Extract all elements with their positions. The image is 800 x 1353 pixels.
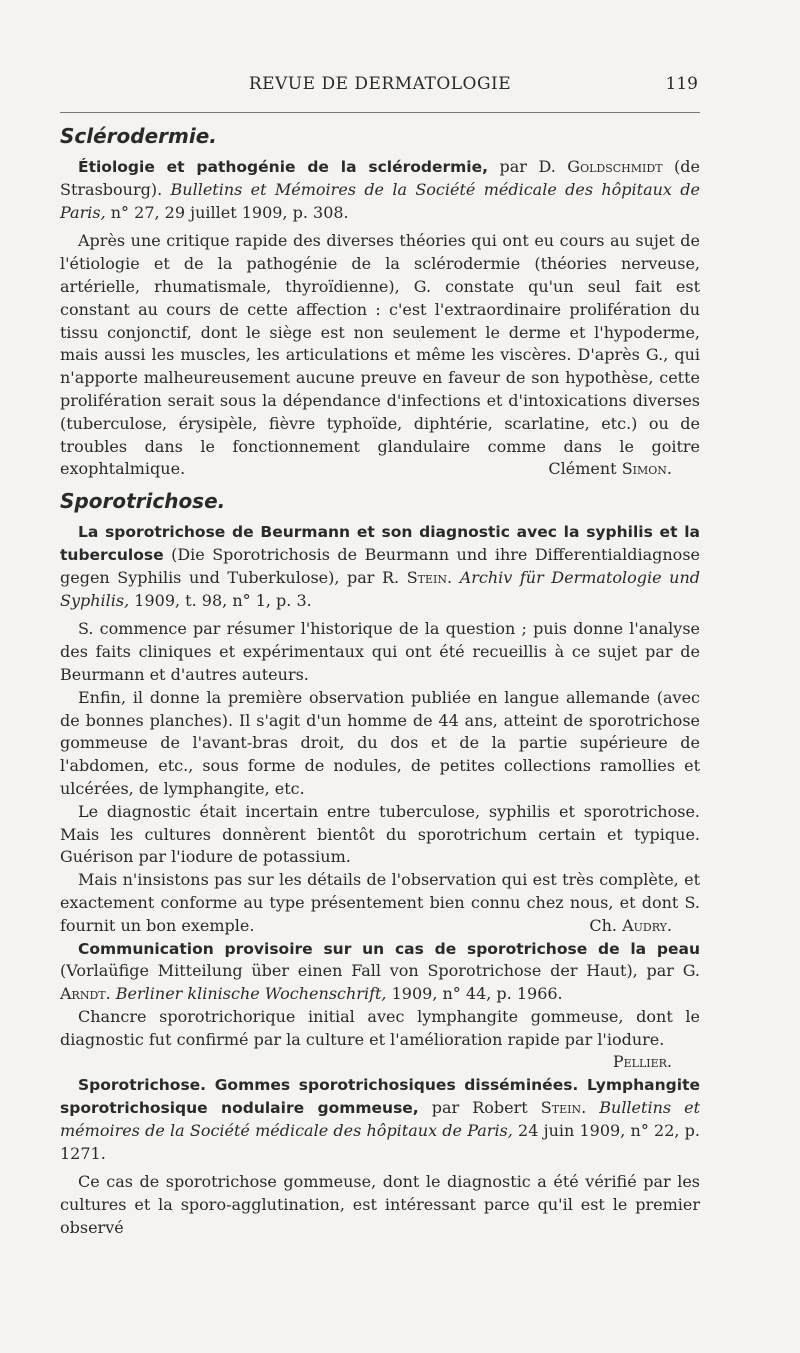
article-citation: Communication provisoire sur un cas de sporotrichose de la peau (Vorlaüfige Mitteilung über einen Fall von Sporotrichose der Haut), par G. Arndt. Berliner klinische Wochenschrift, 1909, n° 44, p. 1966.	[60, 939, 700, 1004]
author-name: Stein	[540, 1098, 582, 1118]
article-title: Communication provisoire sur un cas de sporotrichose de la peau	[78, 939, 700, 958]
article-body: Chancre sporotrichorique initial avec lymphangite gommeuse, dont le diagnostic fut confirmé par la culture et l'amélioration rapide par l'iodure.	[60, 1006, 700, 1049]
article-citation: Étiologie et pathogénie de la sclérodermie, par D. Goldschmidt (de Strasbourg). Bulletins et Mémoires de la Société médicale des hôpitaux de Paris, n° 27, 29 juillet 1909, p. 308.	[60, 157, 700, 222]
section-title-sporotrichose: Sporotrichose.	[60, 489, 226, 514]
journal-title: REVUE DE DERMATOLOGIE	[248, 74, 512, 94]
article-citation: La sporotrichose de Beurmann et son diagnostic avec la syphilis et la tuberculose (Die Sporotrichosis de Beurmann und ihre Differentialdiagnose gegen Syphilis und Tuberkulose), par R. Stein. Archiv für Dermatologie und Syphilis, 1909, t. 98, n° 1, p. 3.	[60, 523, 701, 610]
author-name: Arndt	[60, 984, 106, 1004]
article-paragraph: Mais n'insistons pas sur les détails de l'observation qui est très complète, et exactement conforme au type présentement bien connu chez nous, et dont S. fournit un bon exemple. Ch. Audry.	[60, 869, 700, 937]
signature: Ch. Audry.	[589, 915, 672, 935]
journal-name: Archiv für Dermatologie und Syphilis,	[60, 567, 701, 610]
article-title: La sporotrichose de Beurmann et son diagnostic avec la syphilis et la tuberculose	[60, 523, 700, 564]
article-paragraph: S. commence par résumer l'historique de la question ; puis donne l'analyse des faits cliniques et expérimentaux qui ont été recueillis à ce sujet par de Beurmann et d'autres auteurs.	[60, 619, 700, 684]
signature: Pellier.	[612, 1052, 672, 1072]
article-paragraph: Le diagnostic était incertain entre tuberculose, syphilis et sporotrichose. Mais les cultures donnèrent bientôt du sporotrichum certain et typique. Guérison par l'iodure de potassium.	[60, 801, 700, 867]
running-head	[60, 74, 700, 98]
article-title: Sporotrichose. Gommes sporotrichosiques disséminées. Lymphangite sporotrichosique nodulaire gommeuse,	[60, 1076, 700, 1118]
header-rule	[60, 112, 700, 113]
article-body: Après une critique rapide des diverses théories qui ont eu cours au sujet de l'étiologie et de la pathogénie de la sclérodermie (théories nerveuse, artérielle, rhumatismale, thyroïdienne), G. constate qu'un seul fait est constant au cours de cette affection : c'est l'extraordinaire prolifération du tissu conjonctif, dont le siège est non seulement le derme et l'hypoderme, mais aussi les muscles, les articulations et même les viscères. D'après G., qui n'apporte malheureusement aucune preuve en faveur de son hypothèse, cette prolifération serait sous la dépendance d'infections et d'intoxications diverses (tuberculose, érysipèle, fièvre typhoïde, diphtérie, scarlatine, etc.) ou de troubles dans le fonctionnement glandulaire comme dans le goitre exophtalmique. Clément Simon.	[60, 230, 700, 481]
author-name: Goldschmidt	[567, 157, 663, 176]
page-content	[60, 122, 700, 1240]
journal-name: Bulletins et Mémoires de la Société médicale des hôpitaux de Paris,	[60, 179, 700, 222]
author-name: Stein	[406, 567, 448, 587]
page-number: 119	[665, 74, 698, 94]
journal-name: Bulletins et mémoires de la Société médicale des hôpitaux de Paris,	[60, 1098, 701, 1140]
article-paragraph: Enfin, il donne la première observation publiée en langue allemande (avec de bonnes planches). Il s'agit d'un homme de 44 ans, atteint de sporotrichose gommeuse de l'avant-bras droit, du dos et de la partie supérieure de l'abdomen, etc., sous forme de nodules, de petites collections ramollies et ulcérées, de lymphangite, etc.	[60, 687, 700, 798]
article-citation: Sporotrichose. Gommes sporotrichosiques disséminées. Lymphangite sporotrichosique nodulaire gommeuse, par Robert Stein. Bulletins et mémoires de la Société médicale des hôpitaux de Paris, 24 juin 1909, n° 22, p. 1271.	[60, 1076, 701, 1163]
signature: Clément Simon.	[548, 459, 672, 479]
article-title: Étiologie et pathogénie de la sclérodermie,	[78, 158, 488, 176]
section-title-sclerodermie: Sclérodermie.	[60, 124, 217, 148]
article-body: Ce cas de sporotrichose gommeuse, dont le diagnostic a été vérifié par les cultures et la sporo-agglutination, est intéressant parce qu'il est le premier observé	[60, 1172, 700, 1238]
journal-name: Berliner klinische Wochenschrift,	[115, 984, 387, 1004]
